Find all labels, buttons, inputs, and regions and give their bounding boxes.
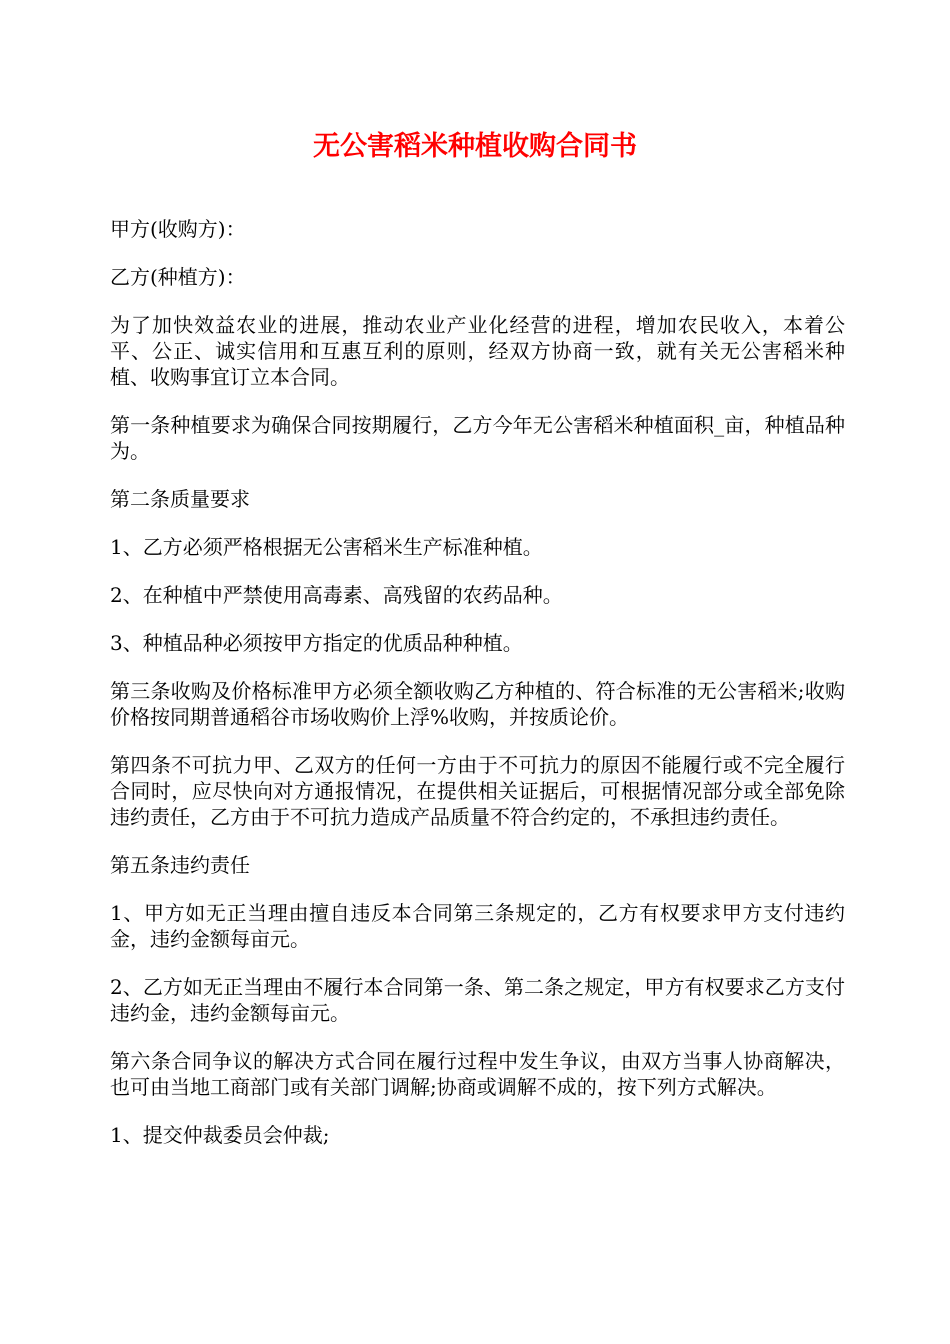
article-2-heading: 第二条质量要求	[110, 487, 250, 511]
article-6-paragraph: 第六条合同争议的解决方式合同在履行过程中发生争议，由双方当事人协商解决，也可由当地工商部门或有关部门调解;协商或调解不成的，按下列方式解决。	[110, 1049, 845, 1099]
article-2-item-1: 1、乙方必须严格根据无公害稻米生产标准种植。	[110, 535, 543, 559]
article-2-item-2: 2、在种植中严禁使用高毒素、高残留的农药品种。	[110, 583, 563, 607]
party-b-line: 乙方(种植方)：	[110, 265, 246, 289]
article-4-paragraph: 第四条不可抗力甲、乙双方的任何一方由于不可抗力的原因不能履行或不完全履行合同时，应尽快向对方通报情况，在提供相关证据后，可根据情况部分或全部免除违约责任，乙方由于不可抗力造成产品质量不符合约定的，不承担违约责任。	[110, 753, 845, 829]
document-body	[110, 216, 845, 1170]
article-5-item-1: 1、甲方如无正当理由擅自违反本合同第三条规定的，乙方有权要求甲方支付违约金，违约金额每亩元。	[110, 901, 845, 951]
article-5-item-2: 2、乙方如无正当理由不履行本合同第一条、第二条之规定，甲方有权要求乙方支付违约金，违约金额每亩元。	[110, 975, 845, 1025]
article-1-paragraph: 第一条种植要求为确保合同按期履行，乙方今年无公害稻米种植面积_亩，种植品种为。	[110, 413, 845, 463]
party-a-line: 甲方(收购方)：	[110, 217, 246, 241]
article-5-heading: 第五条违约责任	[110, 853, 250, 877]
article-6-item-1: 1、提交仲裁委员会仲裁;	[110, 1123, 330, 1147]
preamble-paragraph: 为了加快效益农业的进展，推动农业产业化经营的进程，增加农民收入，本着公平、公正、诚实信用和互惠互利的原则，经双方协商一致，就有关无公害稻米种植、收购事宜订立本合同。	[110, 313, 845, 389]
article-2-item-3: 3、种植品种必须按甲方指定的优质品种种植。	[110, 631, 523, 655]
article-3-paragraph: 第三条收购及价格标准甲方必须全额收购乙方种植的、符合标准的无公害稻米;收购价格按同期普通稻谷市场收购价上浮%收购，并按质论价。	[110, 679, 845, 729]
document-title: 无公害稻米种植收购合同书	[313, 131, 637, 162]
